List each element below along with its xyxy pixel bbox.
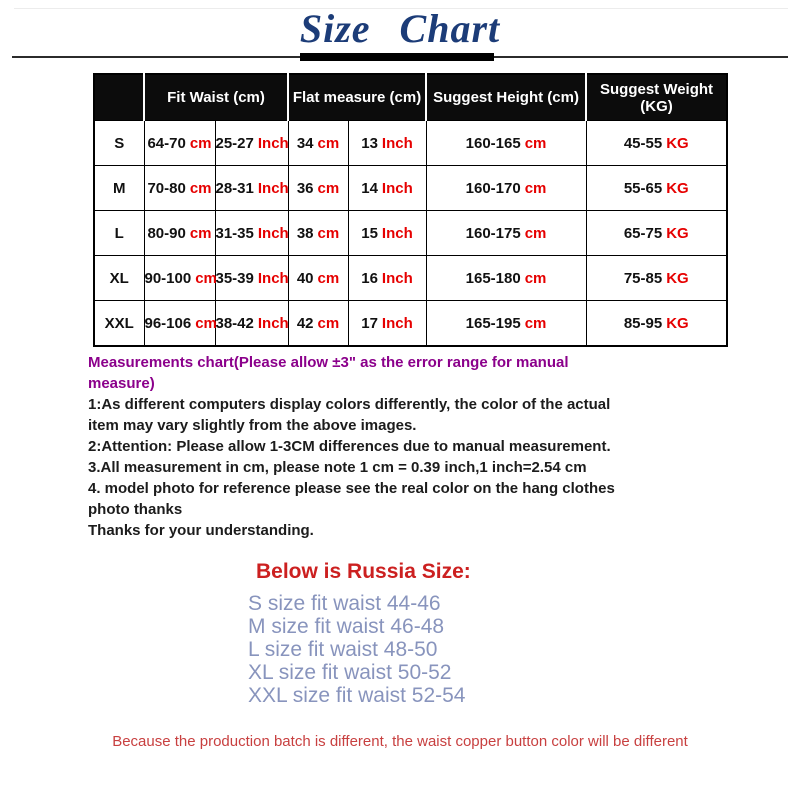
cell-unit: Inch <box>257 224 289 242</box>
page-title: Size Chart <box>299 6 501 51</box>
table-row <box>94 211 727 256</box>
cell-value: 160-170 <box>465 179 521 197</box>
cell-value: 80-90 <box>147 224 186 242</box>
cell-unit: cm <box>317 134 340 152</box>
cell-value: 34 <box>296 134 314 152</box>
cell-unit: Inch <box>381 134 413 152</box>
production-note: Because the production batch is different, the waist copper button color will be different <box>112 733 688 750</box>
suggest-height-cell <box>426 121 586 166</box>
cell-unit: Inch <box>257 269 289 287</box>
note-line: 2:Attention: Please allow 1-3CM differences due to manual measurement. <box>88 438 611 455</box>
fit-waist-cm-cell <box>144 301 215 347</box>
russia-size-line: XL size fit waist 50-52 <box>248 661 452 684</box>
size-cell: S <box>94 121 144 166</box>
cell-unit: Inch <box>381 314 413 332</box>
fit-waist-inch-cell <box>215 211 288 256</box>
cell-value: 13 <box>361 134 378 152</box>
measurement-notes <box>88 352 708 541</box>
flat-measure-cm-cell <box>288 211 348 256</box>
cell-unit: cm <box>189 179 212 197</box>
cell-unit: Inch <box>381 224 413 242</box>
cell-unit: KG <box>666 314 689 332</box>
suggest-weight-cell <box>586 301 727 347</box>
suggest-weight-cell <box>586 166 727 211</box>
cell-value: 75-85 <box>623 269 663 287</box>
fit-waist-inch-cell <box>215 121 288 166</box>
cell-unit: cm <box>195 314 217 332</box>
table-row <box>94 301 727 347</box>
size-cell: L <box>94 211 144 256</box>
note-line: 4. model photo for reference please see the real color on the hang clothes <box>88 480 615 497</box>
table-row <box>94 121 727 166</box>
cell-value: 28-31 <box>215 179 254 197</box>
note-line: 3.All measurement in cm, please note 1 cm = 0.39 inch,1 inch=2.54 cm <box>88 459 587 476</box>
cell-unit: KG <box>666 224 689 242</box>
fit-waist-cm-cell <box>144 166 215 211</box>
cell-value: 160-175 <box>465 224 521 242</box>
cell-unit: cm <box>524 134 547 152</box>
suggest-weight-cell <box>586 256 727 301</box>
cell-value: 165-180 <box>465 269 521 287</box>
header-fit-waist: Fit Waist (cm) <box>144 74 288 121</box>
cell-value: 96-106 <box>144 314 192 332</box>
fit-waist-cm-cell <box>144 121 215 166</box>
cell-value: 42 <box>296 314 314 332</box>
suggest-height-cell <box>426 301 586 347</box>
cell-unit: Inch <box>257 314 289 332</box>
cell-value: 90-100 <box>144 269 192 287</box>
cell-unit: cm <box>317 224 340 242</box>
cell-unit: Inch <box>381 269 413 287</box>
cell-unit: KG <box>666 134 689 152</box>
size-cell: M <box>94 166 144 211</box>
russia-size-line: XXL size fit waist 52-54 <box>248 684 466 707</box>
fit-waist-cm-cell <box>144 211 215 256</box>
flat-measure-cm-cell <box>288 121 348 166</box>
header-suggest-weight: Suggest Weight (KG) <box>586 74 727 121</box>
cell-unit: cm <box>189 224 212 242</box>
measurement-chart-note: measure) <box>88 375 155 392</box>
cell-value: 55-65 <box>623 179 663 197</box>
cell-unit: cm <box>195 269 217 287</box>
russia-size-line: S size fit waist 44-46 <box>248 592 441 615</box>
cell-value: 25-27 <box>215 134 254 152</box>
russia-size-heading: Below is Russia Size: <box>256 560 471 583</box>
cell-value: 17 <box>361 314 378 332</box>
cell-value: 160-165 <box>465 134 521 152</box>
cell-unit: cm <box>317 314 340 332</box>
cell-unit: KG <box>666 269 689 287</box>
cell-value: 35-39 <box>215 269 254 287</box>
cell-value: 85-95 <box>623 314 663 332</box>
cell-unit: cm <box>524 314 547 332</box>
table-row <box>94 256 727 301</box>
cell-value: 15 <box>361 224 378 242</box>
flat-measure-inch-cell <box>348 211 426 256</box>
fit-waist-cm-cell <box>144 256 215 301</box>
suggest-height-cell <box>426 256 586 301</box>
cell-value: 65-75 <box>623 224 663 242</box>
cell-unit: cm <box>317 179 340 197</box>
fit-waist-inch-cell <box>215 166 288 211</box>
flat-measure-inch-cell <box>348 166 426 211</box>
note-line: photo thanks <box>88 501 183 518</box>
flat-measure-inch-cell <box>348 301 426 347</box>
russia-size-line: L size fit waist 48-50 <box>248 638 438 661</box>
flat-measure-inch-cell <box>348 121 426 166</box>
title-underline-bold <box>300 53 494 61</box>
cell-unit: cm <box>524 179 547 197</box>
fit-waist-inch-cell <box>215 256 288 301</box>
cell-value: 70-80 <box>147 179 186 197</box>
note-line: 1:As different computers display colors differently, the color of the actual <box>88 396 611 413</box>
size-cell: XL <box>94 256 144 301</box>
note-line: Thanks for your understanding. <box>88 522 314 539</box>
header-suggest-height: Suggest Height (cm) <box>426 74 586 121</box>
russia-size-section <box>248 560 471 707</box>
cell-unit: cm <box>524 224 547 242</box>
cell-value: 165-195 <box>465 314 521 332</box>
measurement-chart-note: Measurements chart(Please allow ±3" as the error range for manual <box>88 354 569 371</box>
flat-measure-cm-cell <box>288 166 348 211</box>
russia-size-line: M size fit waist 46-48 <box>248 615 445 638</box>
header-size <box>94 74 144 121</box>
fit-waist-inch-cell <box>215 301 288 347</box>
cell-value: 64-70 <box>147 134 186 152</box>
cell-value: 38-42 <box>215 314 254 332</box>
size-cell: XXL <box>94 301 144 347</box>
note-line: item may vary slightly from the above images. <box>88 417 417 434</box>
table-row <box>94 166 727 211</box>
cell-value: 38 <box>296 224 314 242</box>
suggest-weight-cell <box>586 121 727 166</box>
header-flat-measure: Flat measure (cm) <box>288 74 426 121</box>
cell-unit: Inch <box>257 179 289 197</box>
cell-unit: KG <box>666 179 689 197</box>
size-chart-table <box>93 73 728 347</box>
cell-unit: Inch <box>381 179 413 197</box>
header-row <box>94 74 727 121</box>
cell-value: 16 <box>361 269 378 287</box>
cell-value: 40 <box>296 269 314 287</box>
flat-measure-cm-cell <box>288 256 348 301</box>
cell-value: 14 <box>361 179 378 197</box>
suggest-weight-cell <box>586 211 727 256</box>
cell-unit: cm <box>317 269 340 287</box>
suggest-height-cell <box>426 166 586 211</box>
suggest-height-cell <box>426 211 586 256</box>
cell-value: 31-35 <box>215 224 254 242</box>
flat-measure-inch-cell <box>348 256 426 301</box>
flat-measure-cm-cell <box>288 301 348 347</box>
cell-unit: Inch <box>257 134 289 152</box>
cell-unit: cm <box>189 134 212 152</box>
cell-value: 45-55 <box>623 134 663 152</box>
cell-value: 36 <box>296 179 314 197</box>
cell-unit: cm <box>524 269 547 287</box>
